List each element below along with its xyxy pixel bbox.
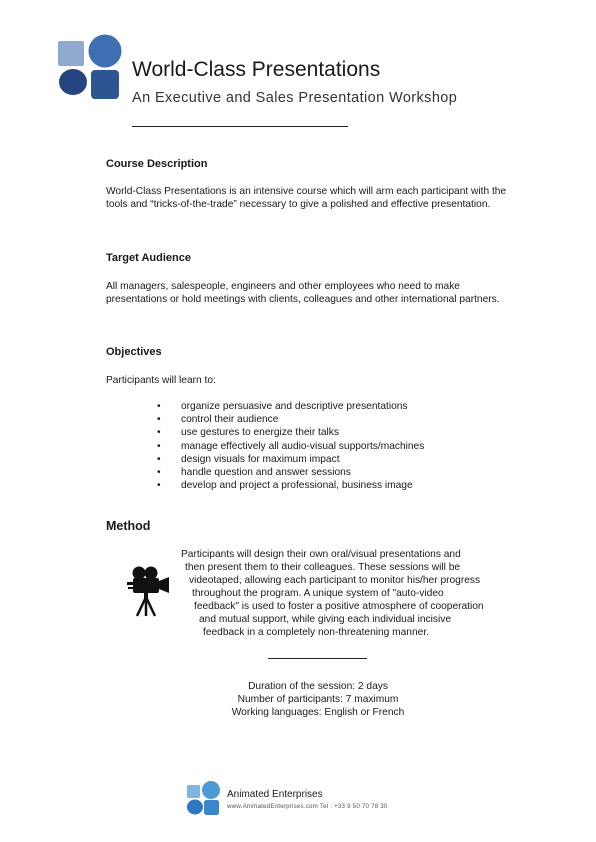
list-item-text: control their audience [181,414,279,426]
list-item-text: handle question and answer sessions [181,467,351,479]
list-item-text: develop and project a professional, business image [181,480,413,492]
method-text-line: Participants will design their own oral/visual presentations and [181,549,461,560]
list-item-text: organize persuasive and descriptive presentations [181,401,408,412]
list-item-text: manage effectively all audio-visual supports/machines [181,440,425,452]
method-text-line: videotaped, allowing each participant to monitor his/her progress [189,575,481,586]
objectives-intro: Participants will learn to: [106,375,216,386]
list-item [157,440,424,453]
bullet: • [157,453,161,465]
participants-count: Number of participants: 7 maximum [237,694,399,705]
footer-logo-icon [186,780,222,816]
list-item [157,400,424,413]
document-subtitle: An Executive and Sales Presentation Workshop [132,90,458,106]
title-divider [132,126,348,127]
film-camera-icon [125,565,171,617]
list-item [157,466,424,479]
bullet: • [157,401,161,412]
footer-contact-info: www.AnimatedEnterprises.com Tel : +33 9 50 70 78 30 [227,803,388,810]
target-audience-text: All managers, salespeople, engineers and other employees who need to make presentations or hold meetings with clients, colleagues and other international partners. [106,281,500,305]
objectives-heading: Objectives [106,346,162,358]
list-item-text: design visuals for maximum impact [181,453,340,465]
objectives-list [157,400,424,492]
working-languages: Working languages: English or French [231,707,405,718]
bullet: • [157,414,161,426]
company-logo-icon [56,32,126,102]
list-item [157,426,424,439]
method-text-line: feedback" is used to foster a positive atmosphere of cooperation [194,601,484,612]
method-text-line: throughout the program. A unique system of "auto-video [192,588,444,599]
list-item [157,413,424,426]
course-description-text: World-Class Presentations is an intensive course which will arm each participant with the tools and “tricks-of-the-trade” necessary to give a polished and effective presentation. [106,186,507,210]
bullet: • [157,427,161,439]
method-divider [268,658,367,659]
bullet: • [157,467,161,479]
course-description-heading: Course Description [106,158,208,170]
list-item [157,453,424,466]
method-text-line: feedback in a completely non-threatening manner. [203,627,429,638]
document-title: World-Class Presentations [132,58,381,81]
method-heading: Method [106,519,151,533]
session-duration: Duration of the session: 2 days [248,681,388,692]
footer-company-name: Animated Enterprises [227,789,323,800]
bullet: • [157,440,161,452]
method-text-line: and mutual support, while giving each individual incisive [199,614,452,625]
target-audience-heading: Target Audience [106,252,191,264]
method-text-line: then present them to their colleagues. These sessions will be [185,562,461,573]
list-item [157,479,424,492]
bullet: • [157,480,161,492]
list-item-text: use gestures to energize their talks [181,427,339,439]
